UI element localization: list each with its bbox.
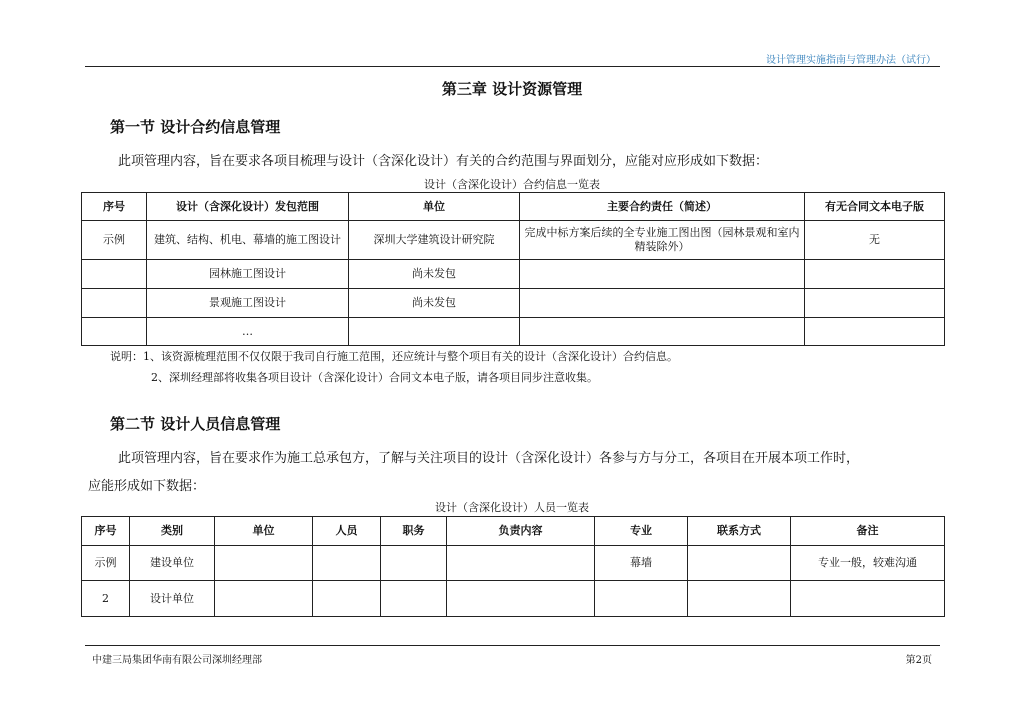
table-cell: [381, 581, 447, 617]
table-cell: [805, 318, 945, 346]
footer-rule: [85, 645, 940, 646]
col-header: 负责内容: [447, 517, 595, 546]
table-cell: [82, 289, 147, 318]
col-header: 序号: [82, 517, 130, 546]
col-header: 有无合同文本电子版: [805, 193, 945, 221]
table-cell: [313, 581, 381, 617]
running-header: 设计管理实施指南与管理办法（试行）: [766, 55, 936, 66]
table-cell: [595, 581, 688, 617]
table-cell: [688, 546, 791, 581]
section2-title: 第二节 设计人员信息管理: [110, 415, 281, 433]
table-cell: [349, 318, 520, 346]
table-cell: 建设单位: [130, 546, 215, 581]
footer-company: 中建三局集团华南有限公司深圳经理部: [92, 655, 262, 666]
table-cell: [82, 318, 147, 346]
table-cell: [520, 318, 805, 346]
table-cell: [791, 581, 945, 617]
table-cell: 幕墙: [595, 546, 688, 581]
table-header-row: [82, 193, 945, 221]
table2-caption: 设计（含深化设计）人员一览表: [435, 501, 589, 514]
col-header: 职务: [381, 517, 447, 546]
table-cell: 完成中标方案后续的全专业施工图出图（园林景观和室内精装除外）: [520, 221, 805, 260]
table-cell: 示例: [82, 221, 147, 260]
personnel-info-table: [81, 516, 945, 617]
table-row: [82, 318, 945, 346]
table-row: [82, 546, 945, 581]
table-cell: [82, 260, 147, 289]
col-header: 类别: [130, 517, 215, 546]
table-cell: [520, 289, 805, 318]
table-cell: [688, 581, 791, 617]
table-cell: 尚未发包: [349, 260, 520, 289]
table1-note-1: 说明：1、该资源梳理范围不仅仅限于我司自行施工范围，还应统计与整个项目有关的设计（含深化设计）合约信息。: [110, 350, 678, 363]
table-row: [82, 289, 945, 318]
table-cell: 无: [805, 221, 945, 260]
table-row: [82, 221, 945, 260]
table-cell: 园林施工图设计: [147, 260, 349, 289]
table-cell: [805, 260, 945, 289]
contract-info-table: [81, 192, 945, 346]
table-cell: 深圳大学建筑设计研究院: [349, 221, 520, 260]
section1-intro: 此项管理内容，旨在要求各项目梳理与设计（含深化设计）有关的合约范围与界面划分，应能对应形成如下数据：: [118, 154, 769, 169]
footer-page-number: 第2页: [905, 655, 932, 666]
table-cell: 专业一般，较难沟通: [791, 546, 945, 581]
table-cell: 景观施工图设计: [147, 289, 349, 318]
table-cell: [215, 546, 313, 581]
table-row: [82, 581, 945, 617]
table-cell: 示例: [82, 546, 130, 581]
section1-title: 第一节 设计合约信息管理: [110, 118, 281, 136]
col-header: 备注: [791, 517, 945, 546]
table-cell: [313, 546, 381, 581]
chapter-title: 第三章 设计资源管理: [441, 80, 583, 98]
section2-intro-line2: 应能形成如下数据：: [88, 479, 206, 494]
col-header: 单位: [215, 517, 313, 546]
col-header: 序号: [82, 193, 147, 221]
table-cell: [215, 581, 313, 617]
col-header: 主要合约责任（简述）: [520, 193, 805, 221]
table-cell: [520, 260, 805, 289]
table-cell: 2: [82, 581, 130, 617]
table-cell: [447, 546, 595, 581]
table-cell: [381, 546, 447, 581]
header-rule: [85, 66, 940, 67]
table-cell: [447, 581, 595, 617]
col-header: 专业: [595, 517, 688, 546]
col-header: 联系方式: [688, 517, 791, 546]
table-header-row: [82, 517, 945, 546]
table-cell: 尚未发包: [349, 289, 520, 318]
col-header: 人员: [313, 517, 381, 546]
table-row: [82, 260, 945, 289]
col-header: 单位: [349, 193, 520, 221]
table1-caption: 设计（含深化设计）合约信息一览表: [424, 178, 600, 191]
table-cell: …: [147, 318, 349, 346]
table-cell: 建筑、结构、机电、幕墙的施工图设计: [147, 221, 349, 260]
section2-intro-line1: 此项管理内容，旨在要求作为施工总承包方，了解与关注项目的设计（含深化设计）各参与方与分工，各项目在开展本项工作时，: [118, 451, 860, 466]
table-cell: 设计单位: [130, 581, 215, 617]
col-header: 设计（含深化设计）发包范围: [147, 193, 349, 221]
table1-note-2: 2、深圳经理部将收集各项目设计（含深化设计）合同文本电子版，请各项目同步注意收集。: [151, 371, 598, 384]
table-cell: [805, 289, 945, 318]
